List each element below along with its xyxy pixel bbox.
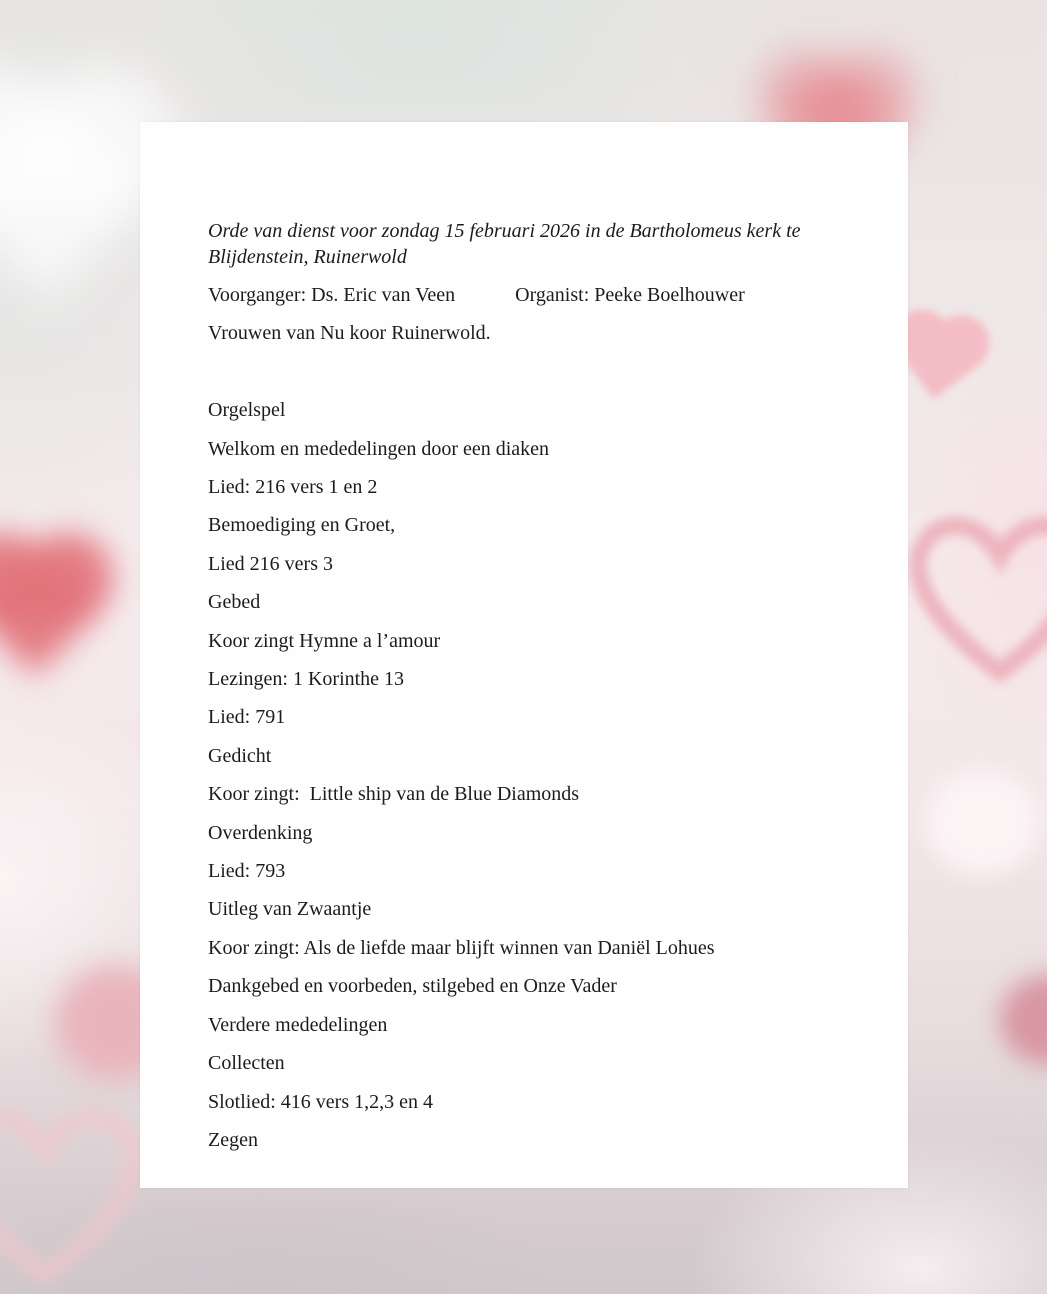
- order-line: Dankgebed en voorbeden, stilgebed en Onze Vader: [208, 975, 617, 998]
- white-heart-icon: [0, 89, 154, 301]
- order-line: Bemoediging en Groet,: [208, 514, 396, 537]
- order-line: Lezingen: 1 Korinthe 13: [208, 668, 405, 691]
- red-heart-icon: [0, 546, 100, 676]
- order-line: Lied: 216 vers 1 en 2: [208, 476, 378, 499]
- order-line: Lied: 793: [208, 860, 286, 883]
- order-line: Overdenking: [208, 821, 313, 844]
- order-line: Gebed: [208, 591, 261, 614]
- order-line: Orgelspel: [208, 399, 286, 422]
- koor-line: Vrouwen van Nu koor Ruinerwold.: [208, 322, 491, 345]
- order-line: Verdere mededelingen: [208, 1013, 388, 1036]
- order-line: Koor zingt: Little ship van de Blue Diamonds: [208, 783, 580, 806]
- document-page: [140, 122, 908, 1188]
- order-line: Welkom en mededelingen door een diaken: [208, 437, 550, 460]
- voorganger-text: Voorganger: Ds. Eric van Veen: [208, 284, 456, 306]
- document-content: [140, 122, 908, 1159]
- order-line: Collecten: [208, 1052, 285, 1075]
- pale-bokeh-blob: [925, 770, 1040, 875]
- heart-outline-icon: [895, 500, 1047, 700]
- order-line: Gedicht: [208, 744, 272, 767]
- order-line: Zegen: [208, 1128, 258, 1151]
- order-line: Lied: 791: [208, 706, 286, 729]
- order-line: Slotlied: 416 vers 1,2,3 en 4: [208, 1090, 433, 1113]
- organist-text: Organist: Peeke Boelhouwer: [515, 284, 745, 306]
- heart-outline-icon: [0, 1090, 160, 1294]
- order-line: Uitleg van Zwaantje: [208, 898, 372, 921]
- blank-line: [208, 353, 872, 391]
- pink-bokeh-blob: [1000, 975, 1047, 1065]
- document-title: Orde van dienst voor zondag 15 februari 2026 in de Bartholomeus kerk te Blijdenstein, Ruinerwold: [208, 220, 806, 268]
- order-line: Lied 216 vers 3: [208, 552, 333, 575]
- order-line: Koor zingt: Als de liefde maar blijft winnen van Daniël Lohues: [208, 936, 715, 959]
- pink-heart-icon: [900, 321, 978, 399]
- order-list: [208, 391, 872, 1159]
- order-line: Koor zingt Hymne a l’amour: [208, 629, 441, 652]
- people-line: [208, 276, 872, 314]
